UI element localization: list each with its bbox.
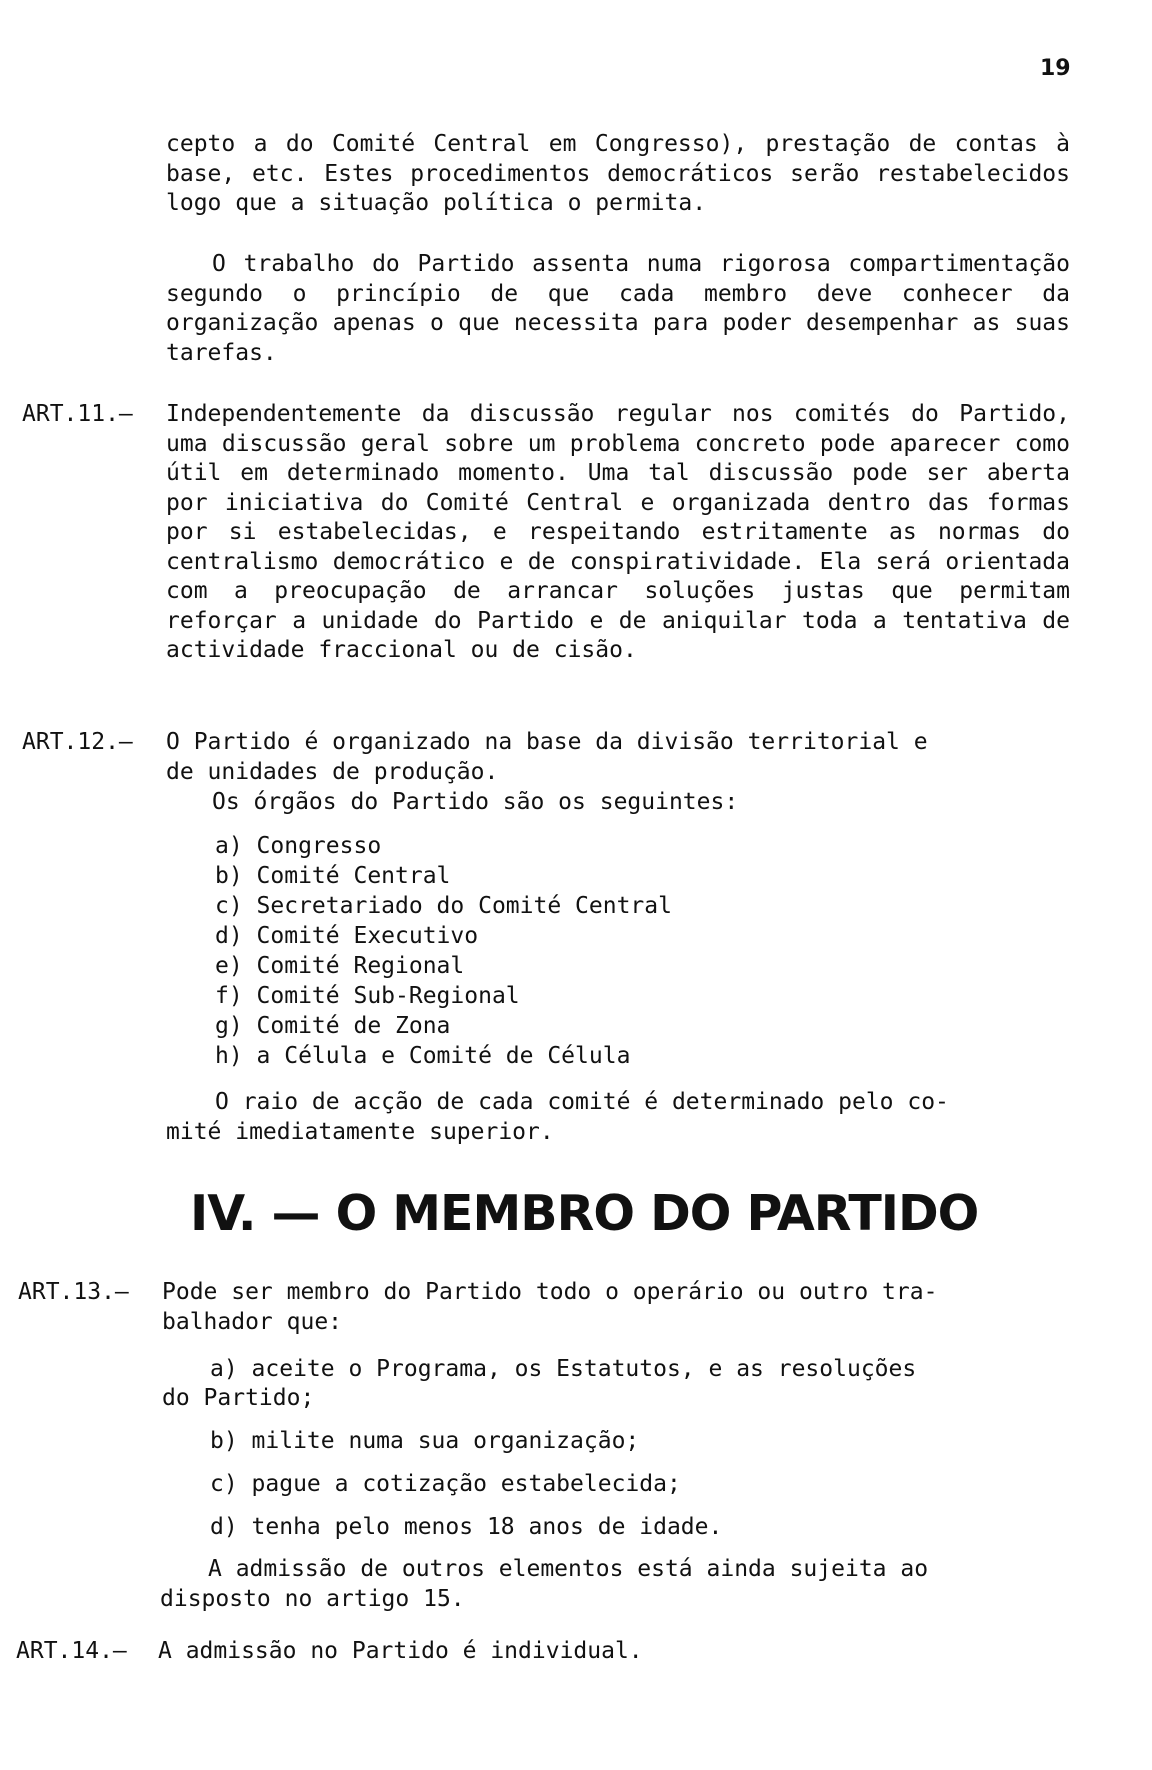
article-13-item-b: b) milite numa sua organização;: [210, 1428, 640, 1454]
list-item: c) Secretariado do Comité Central: [215, 893, 672, 919]
article-13-line-2: balhador que:: [162, 1309, 343, 1335]
list-item: b) Comité Central: [215, 863, 451, 889]
list-item: d) Comité Executivo: [215, 923, 479, 949]
article-11-text: Independentemente da discussão regular nos comités do Partido, uma discussão geral sobre um problema concreto pode aparecer como útil em determinado momento. Uma tal discussão pode ser aberta por iniciativa do Comité Central e organizada dentro das formas por si estabelecidas, e respeitando estritamente as normas do centralismo democrático e de conspiratividade. Ela será orientada com a preocupação de arrancar soluções justas que permitam reforçar a unidade do Partido e de aniquilar toda a tentativa de actividade fraccional ou de cisão.: [166, 401, 1070, 663]
article-12-line-2: de unidades de produção.: [166, 759, 499, 785]
article-12-closing-2: mité imediatamente superior.: [166, 1119, 554, 1145]
article-12-label: ART.12.—: [22, 729, 133, 755]
article-13-line-1: Pode ser membro do Partido todo o operário ou outro tra-: [162, 1279, 938, 1305]
article-13-item-a-1: a) aceite o Programa, os Estatutos, e as resoluções: [210, 1356, 917, 1382]
article-13-item-a-2: do Partido;: [162, 1385, 315, 1411]
article-13-item-d: d) tenha pelo menos 18 anos de idade.: [210, 1514, 723, 1540]
article-12-line-3: Os órgãos do Partido são os seguintes:: [212, 789, 739, 815]
article-13-closing-1: A admissão de outros elementos está ainda sujeita ao: [208, 1556, 929, 1582]
list-item: a) Congresso: [215, 833, 382, 859]
list-item: h) a Célula e Comité de Célula: [215, 1043, 631, 1069]
party-organs-list: [215, 831, 672, 1071]
list-item: e) Comité Regional: [215, 953, 465, 979]
section-heading: IV. — O MEMBRO DO PARTIDO: [190, 1185, 979, 1242]
article-13-label: ART.13.—: [18, 1279, 129, 1305]
article-11-label: ART.11.—: [22, 401, 133, 427]
article-12-closing-1: O raio de acção de cada comité é determinado pelo co-: [215, 1089, 949, 1115]
intro-paragraph-1: cepto a do Comité Central em Congresso), prestação de contas à base, etc. Estes procedimentos democráticos serão restabelecidos logo que a situação política o permita.: [166, 131, 1070, 216]
article-13-item-c: c) pague a cotização estabelecida;: [210, 1471, 681, 1497]
intro-paragraph-2: O trabalho do Partido assenta numa rigorosa compartimentação segundo o princípio de que cada membro deve conhecer da organização apenas o que necessita para poder desempenhar as suas tarefas.: [166, 251, 1070, 366]
article-14-label: ART.14.—: [16, 1638, 127, 1664]
article-12-line-1: O Partido é organizado na base da divisão territorial e: [166, 729, 928, 755]
article-14-text: A admissão no Partido é individual.: [158, 1638, 643, 1664]
list-item: f) Comité Sub-Regional: [215, 983, 520, 1009]
article-13-closing-2: disposto no artigo 15.: [160, 1586, 465, 1612]
list-item: g) Comité de Zona: [215, 1013, 451, 1039]
page-number: 19: [1040, 56, 1071, 81]
